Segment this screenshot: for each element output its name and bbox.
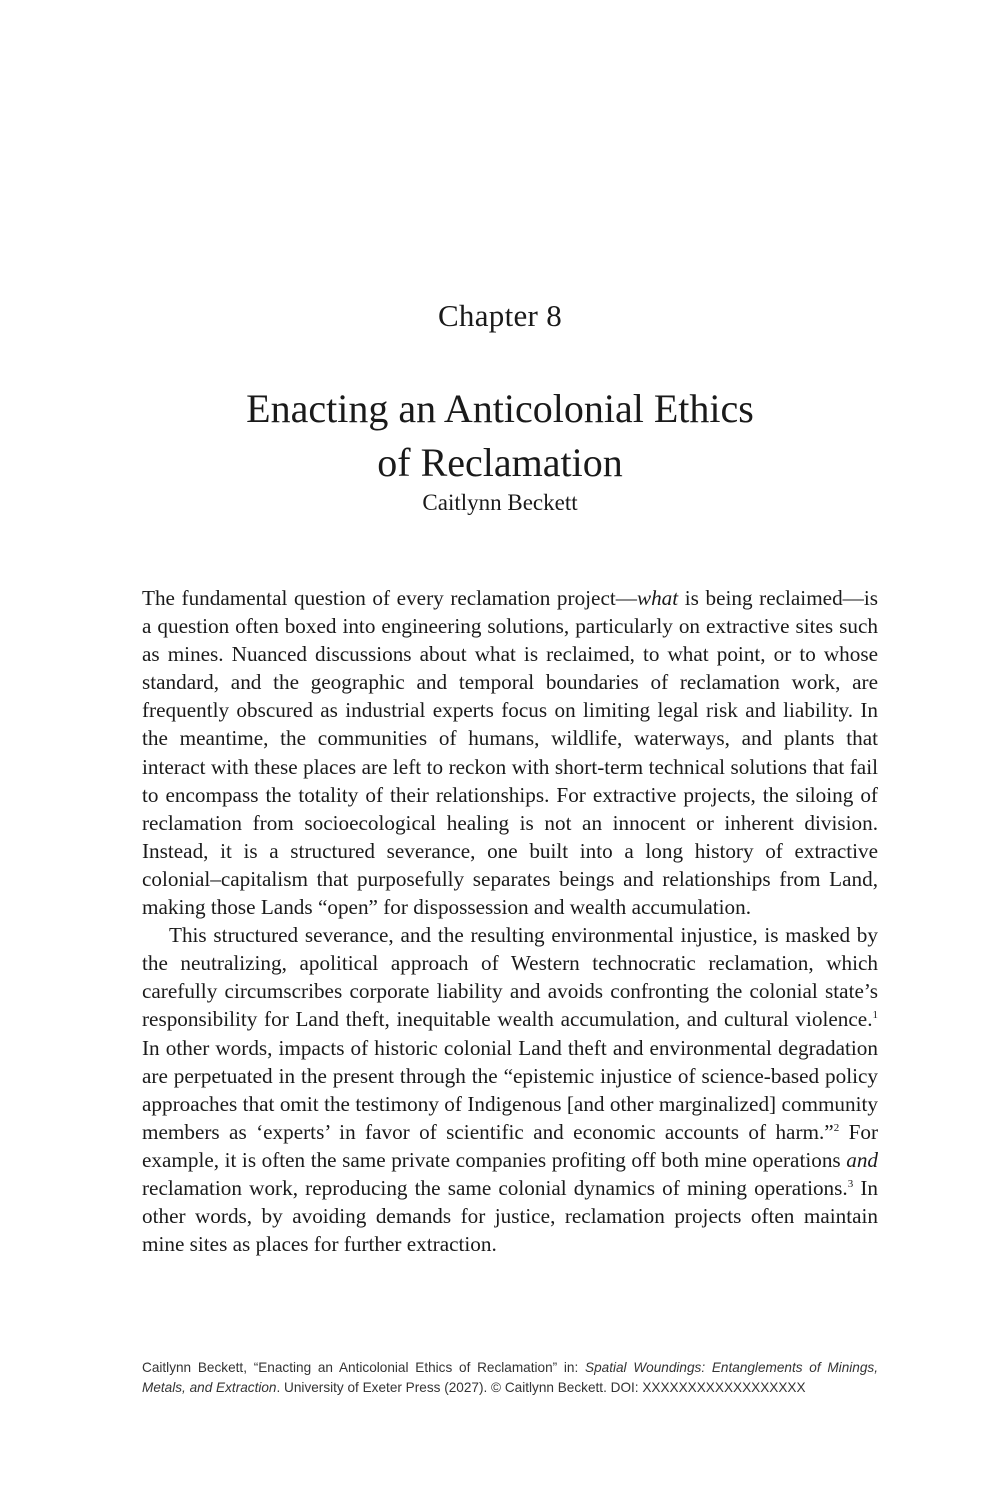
paragraph-2-text-a: This structured severance, and the resulting environmental injustice, is masked by the neutralizing, apolitical approach of Western technocratic reclamation, which carefully circumscribes corporate liability and avoids confronting the colonial state’s responsibility for Land theft, inequitable wealth accumulation, and cultural violence. <box>142 923 878 1032</box>
citation-text-a: Caitlynn Beckett, “Enacting an Anticolonial Ethics of Reclamation” in: <box>142 1360 586 1375</box>
body-text <box>142 584 878 1258</box>
paragraph-2-text-c: For example, it is often the same private companies profiting off both mine operations <box>142 1119 879 1172</box>
paragraph-2 <box>142 921 878 1258</box>
paragraph-1-text-a: The fundamental question of every reclamation project— <box>142 586 637 610</box>
chapter-title <box>0 382 1000 490</box>
paragraph-1 <box>142 584 878 921</box>
paragraph-2-text-e: In other words, by avoiding demands for justice, reclamation projects often maintain mine sites as places for further extraction. <box>142 1175 878 1257</box>
citation-footer <box>142 1358 878 1398</box>
chapter-title-line-2: of Reclamation <box>377 440 623 485</box>
chapter-title-line-1: Enacting an Anticolonial Ethics <box>246 386 754 431</box>
chapter-number: Chapter 8 <box>437 298 563 333</box>
footnote-ref-2[interactable]: 2 <box>833 1121 840 1134</box>
citation-text-b: . University of Exeter Press (2027). © Caitlynn Beckett. DOI: XXXXXXXXXXXXXXXXXX <box>276 1380 806 1395</box>
paragraph-1-text-b: is being reclaimed—is a question often boxed into engineering solutions, particularly on extractive sites such as mines. Nuanced discussions about what is reclaimed, to what point, or to whose standard, and the geographic and temporal boundaries of reclamation work, are frequently obscured as industrial experts focus on limiting legal risk and liability. In the meantime, the communities of humans, wildlife, waterways, and plants that interact with these places are left to reckon with short-term technical solutions that fail to encompass the totality of their relationships. For extractive projects, the siloing of reclamation from socioecological healing is not an innocent or inherent division. Instead, it is a structured severance, one built into a long history of extractive colonial–capitalism that purposefully separates beings and relationships from Land, making those Lands “open” for dispossession and wealth accumulation. <box>142 586 878 920</box>
citation-book-title: Spatial Woundings: Entanglements of Minings, Metals, and Extraction <box>142 1360 878 1395</box>
footnote-ref-1[interactable]: 1 <box>872 1009 878 1022</box>
paragraph-1-emphasis: what <box>636 586 679 610</box>
paragraph-2-text-b: In other words, impacts of historic colonial Land theft and environmental degradation are perpetuated in the present through the “epistemic injustice of science-based policy approaches that omit the testimony of Indigenous [and other marginalized] community members as ‘experts’ in favor of scientific and economic accounts of harm.” <box>142 1035 878 1144</box>
footnote-ref-3[interactable]: 3 <box>847 1177 854 1190</box>
paragraph-2-emphasis: and <box>846 1147 878 1172</box>
chapter-author: Caitlynn Beckett <box>422 490 578 515</box>
paragraph-2-text-d: reclamation work, reproducing the same colonial dynamics of mining operations. <box>142 1175 848 1200</box>
